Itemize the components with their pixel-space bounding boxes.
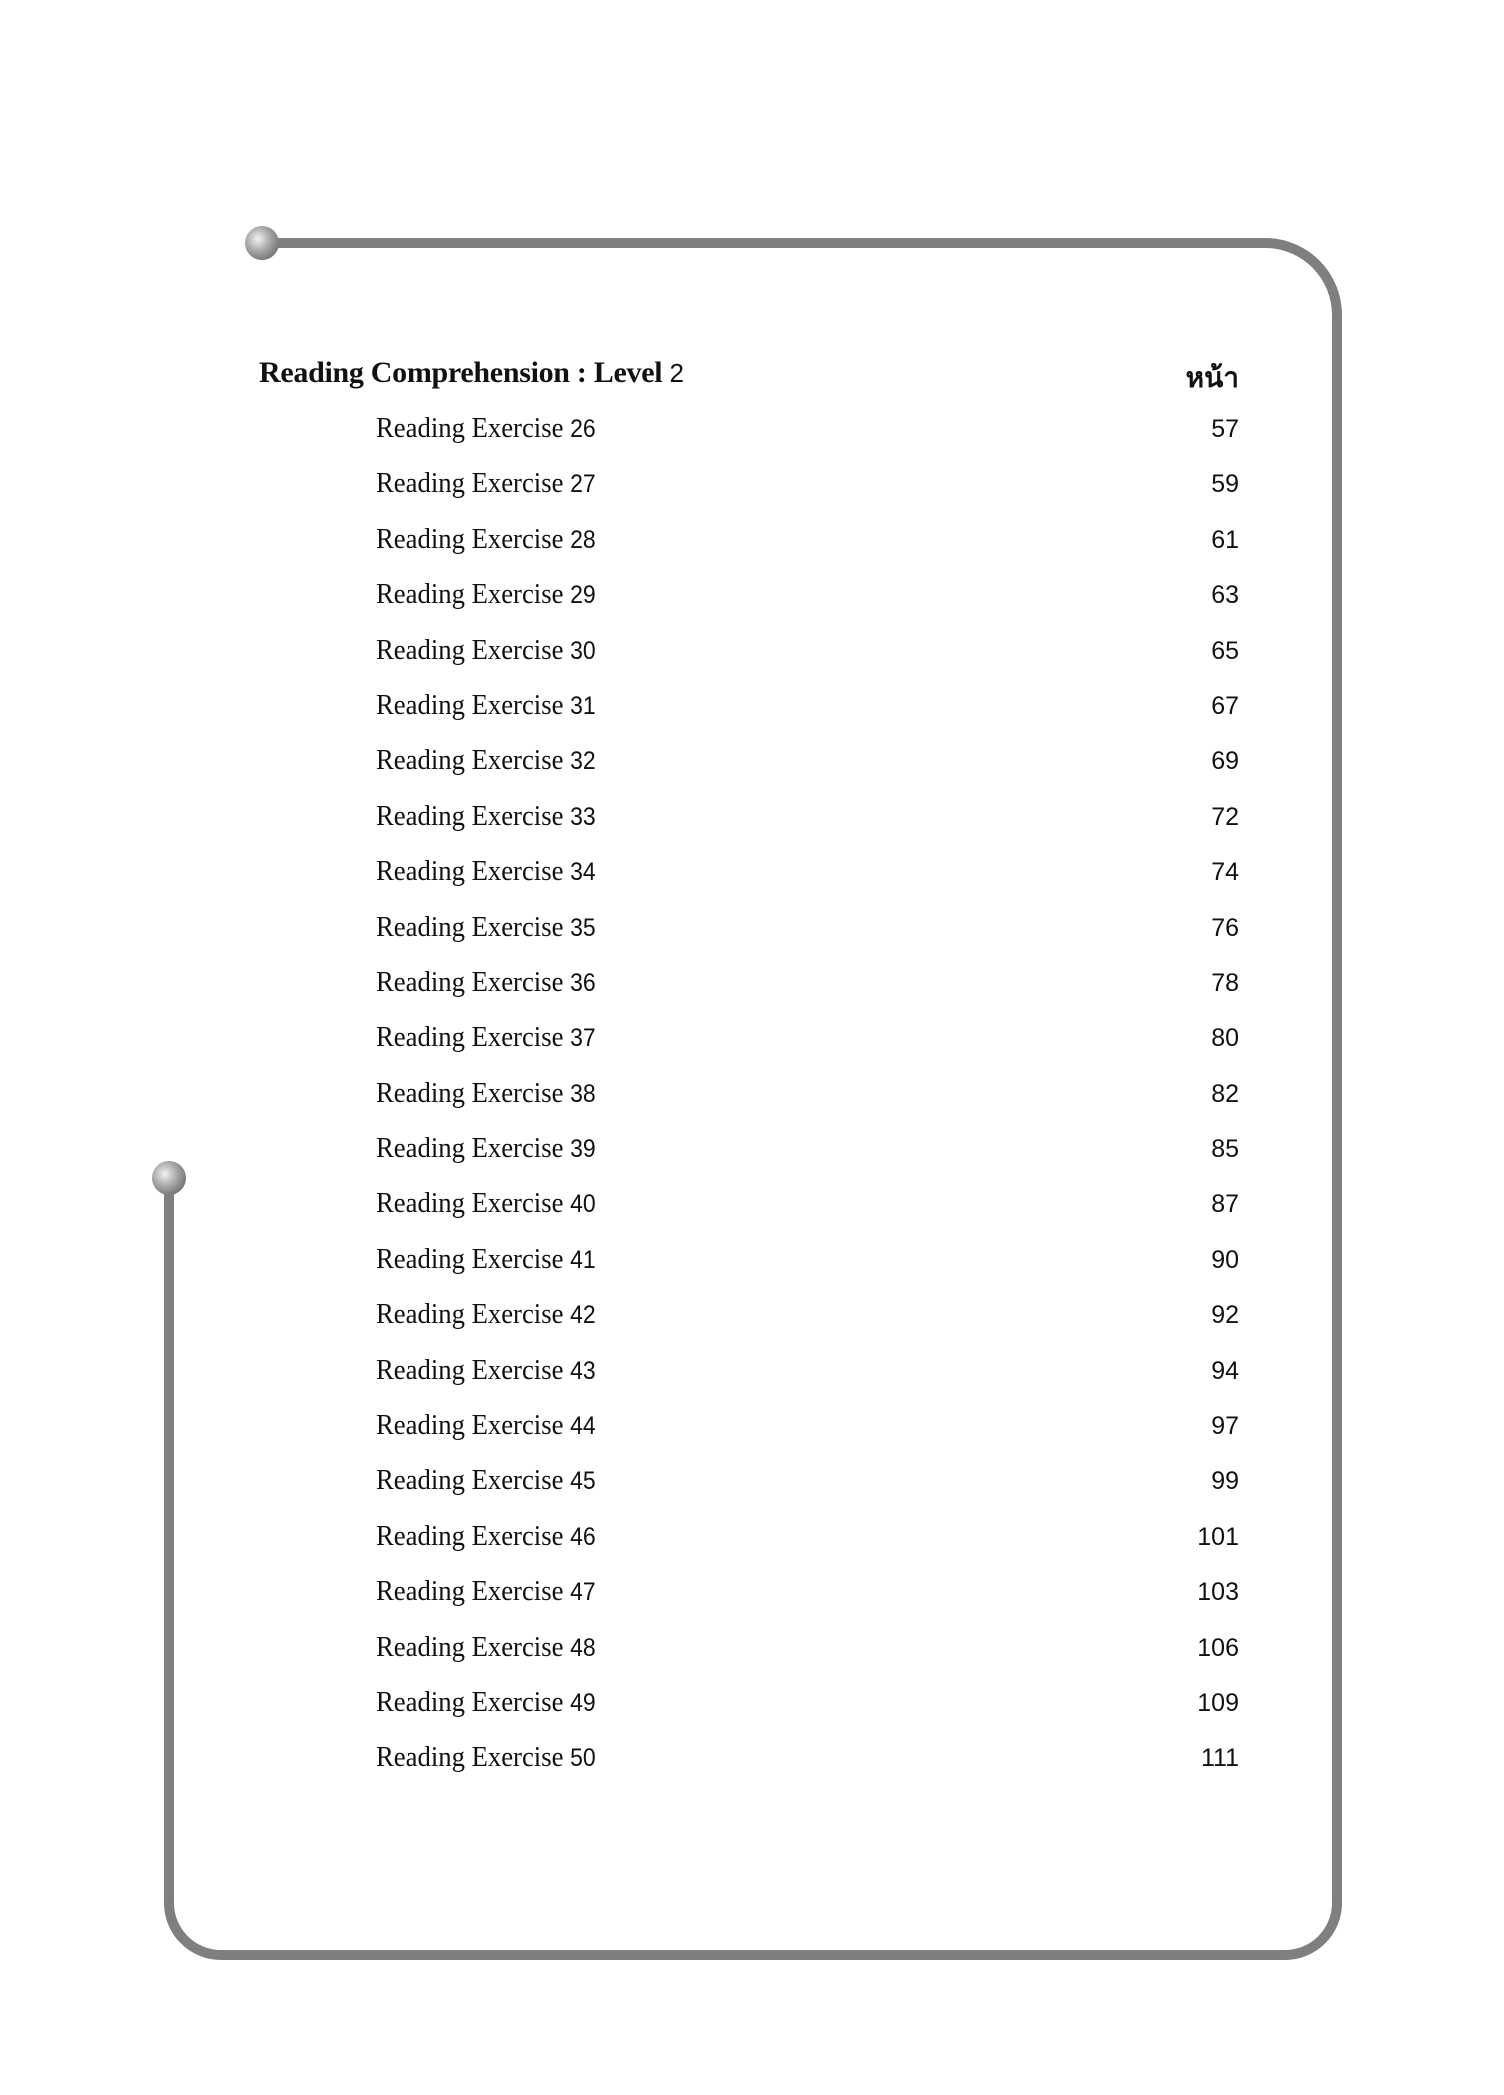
entry-page-number: 80	[1211, 1024, 1239, 1053]
entry-title	[376, 1298, 596, 1331]
entry-number: 36	[570, 968, 596, 997]
entry-label: Reading Exercise	[376, 467, 564, 500]
entry-title	[376, 1741, 596, 1774]
entry-label: Reading Exercise	[376, 1575, 564, 1608]
entry-title	[376, 412, 596, 445]
toc-entry[interactable]	[376, 1409, 1239, 1464]
entry-number: 45	[570, 1467, 596, 1496]
entry-number: 35	[570, 913, 596, 942]
entry-page-number: 67	[1211, 691, 1239, 720]
entry-number: 30	[570, 636, 596, 665]
entry-label: Reading Exercise	[376, 910, 564, 943]
entry-number: 47	[570, 1578, 596, 1607]
entry-label: Reading Exercise	[376, 1630, 564, 1663]
entry-number: 41	[570, 1245, 596, 1274]
entry-page-number: 63	[1211, 581, 1239, 610]
entry-page-number: 65	[1211, 636, 1239, 665]
toc-entry[interactable]	[376, 1686, 1239, 1741]
entry-title	[376, 1132, 596, 1165]
entry-title	[376, 1575, 596, 1608]
entry-number: 39	[570, 1135, 596, 1164]
toc-entry[interactable]	[376, 1132, 1239, 1187]
entry-label: Reading Exercise	[376, 633, 564, 666]
entry-title	[376, 578, 596, 611]
entry-title	[376, 1686, 596, 1719]
entry-title	[376, 966, 596, 999]
entry-number: 49	[570, 1688, 596, 1717]
toc-entry[interactable]	[376, 1575, 1239, 1630]
toc-entry[interactable]	[376, 523, 1239, 578]
entry-number: 33	[570, 802, 596, 831]
entry-page-number: 82	[1211, 1079, 1239, 1108]
entry-title	[376, 1354, 596, 1387]
toc-entry[interactable]	[376, 467, 1239, 522]
entry-title	[376, 1021, 596, 1054]
toc-entry[interactable]	[376, 1354, 1239, 1409]
entry-title	[376, 689, 596, 722]
section-title	[259, 356, 684, 390]
entry-number: 34	[570, 858, 596, 887]
entry-title	[376, 1187, 596, 1220]
entry-label: Reading Exercise	[376, 855, 564, 888]
toc-entry[interactable]	[376, 1741, 1239, 1796]
toc-entry[interactable]	[376, 1187, 1239, 1242]
entry-page-number: 85	[1211, 1135, 1239, 1164]
entry-label: Reading Exercise	[376, 1132, 564, 1165]
toc-entry[interactable]	[376, 855, 1239, 910]
toc-entry[interactable]	[376, 1021, 1239, 1076]
entry-title	[376, 1631, 596, 1664]
entry-page-number: 57	[1211, 415, 1239, 443]
entry-number: 40	[570, 1190, 596, 1219]
entry-label: Reading Exercise	[376, 965, 564, 998]
entry-label: Reading Exercise	[376, 1242, 564, 1275]
entry-title	[376, 634, 596, 667]
toc-list	[376, 412, 1239, 1797]
entry-page-number: 101	[1197, 1522, 1239, 1551]
toc-entry[interactable]	[376, 1243, 1239, 1298]
entry-page-number: 69	[1211, 747, 1239, 776]
toc-entry[interactable]	[376, 1631, 1239, 1686]
toc-entry[interactable]	[376, 1464, 1239, 1519]
entry-number: 48	[570, 1633, 596, 1662]
entry-label: Reading Exercise	[376, 1685, 564, 1718]
entry-page-number: 92	[1211, 1301, 1239, 1330]
entry-label: Reading Exercise	[376, 744, 564, 777]
toc-entry[interactable]	[376, 1298, 1239, 1353]
toc-heading	[259, 356, 1239, 400]
entry-label: Reading Exercise	[376, 1187, 564, 1220]
toc-entry[interactable]	[376, 689, 1239, 744]
entry-number: 46	[570, 1522, 596, 1551]
entry-label: Reading Exercise	[376, 578, 564, 611]
top-knob-icon	[245, 226, 279, 260]
entry-title	[376, 1464, 596, 1497]
entry-page-number: 59	[1211, 470, 1239, 499]
left-knob-icon	[152, 1161, 186, 1195]
entry-title	[376, 467, 596, 500]
page-column-label: หน้า	[1185, 361, 1239, 394]
entry-label: Reading Exercise	[376, 1519, 564, 1552]
entry-number: 50	[570, 1744, 596, 1773]
entry-page-number: 90	[1211, 1245, 1239, 1274]
section-title-text: Reading Comprehension : Level	[259, 356, 663, 389]
toc-entry[interactable]	[376, 800, 1239, 855]
entry-number: 28	[570, 525, 596, 554]
entry-title	[376, 744, 596, 777]
toc-entry[interactable]	[376, 744, 1239, 799]
entry-page-number: 94	[1211, 1356, 1239, 1385]
entry-number: 37	[570, 1024, 596, 1053]
entry-page-number: 99	[1211, 1467, 1239, 1496]
entry-title	[376, 1520, 596, 1553]
entry-label: Reading Exercise	[376, 522, 564, 555]
toc-entry[interactable]	[376, 1520, 1239, 1575]
entry-label: Reading Exercise	[376, 1409, 564, 1442]
entry-number: 38	[570, 1079, 596, 1108]
entry-number: 26	[570, 415, 596, 443]
entry-title	[376, 523, 596, 556]
entry-page-number: 106	[1197, 1633, 1239, 1662]
entry-page-number: 61	[1211, 525, 1239, 554]
entry-page-number: 87	[1211, 1190, 1239, 1219]
entry-number: 42	[570, 1301, 596, 1330]
entry-title	[376, 1409, 596, 1442]
entry-page-number: 103	[1197, 1578, 1239, 1607]
entry-number: 44	[570, 1412, 596, 1441]
toc-entry[interactable]	[376, 412, 1239, 467]
entry-number: 27	[570, 470, 596, 499]
entry-number: 32	[570, 747, 596, 776]
entry-label: Reading Exercise	[376, 1741, 564, 1774]
entry-page-number: 74	[1211, 858, 1239, 887]
toc-entry[interactable]	[376, 1077, 1239, 1132]
section-level: 2	[669, 358, 684, 388]
entry-page-number: 78	[1211, 968, 1239, 997]
toc-entry[interactable]	[376, 578, 1239, 633]
entry-page-number: 111	[1200, 1744, 1239, 1773]
entry-title	[376, 800, 596, 833]
entry-page-number: 72	[1211, 802, 1239, 831]
entry-title	[376, 855, 596, 888]
entry-title	[376, 1077, 596, 1110]
entry-title	[376, 1243, 596, 1276]
entry-number: 29	[570, 581, 596, 610]
entry-page-number: 109	[1197, 1688, 1239, 1717]
entry-label: Reading Exercise	[376, 412, 564, 444]
entry-label: Reading Exercise	[376, 1464, 564, 1497]
toc-entry[interactable]	[376, 966, 1239, 1021]
entry-title	[376, 911, 596, 944]
entry-number: 43	[570, 1356, 596, 1385]
toc-entry[interactable]	[376, 911, 1239, 966]
toc-entry[interactable]	[376, 634, 1239, 689]
entry-label: Reading Exercise	[376, 688, 564, 721]
entry-number: 31	[570, 691, 596, 720]
entry-label: Reading Exercise	[376, 1076, 564, 1109]
entry-label: Reading Exercise	[376, 799, 564, 832]
entry-page-number: 76	[1211, 913, 1239, 942]
entry-label: Reading Exercise	[376, 1353, 564, 1386]
entry-label: Reading Exercise	[376, 1298, 564, 1331]
entry-label: Reading Exercise	[376, 1021, 564, 1054]
entry-page-number: 97	[1211, 1412, 1239, 1441]
